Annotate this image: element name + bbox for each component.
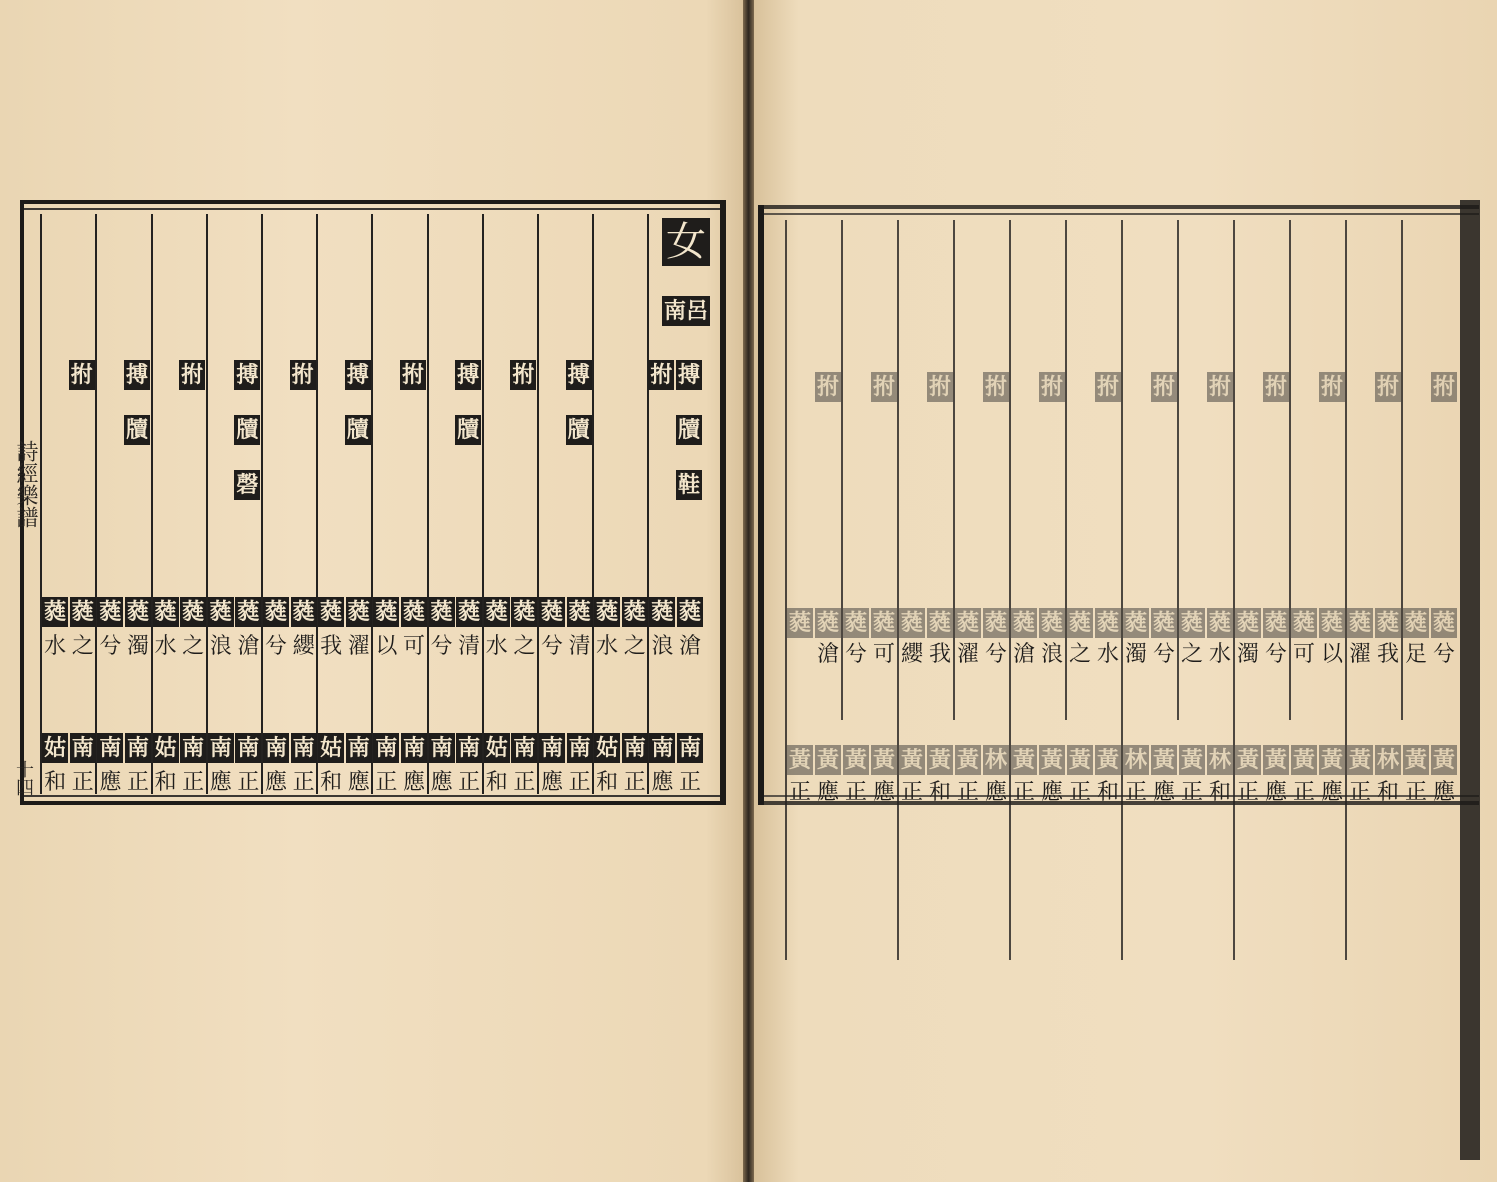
- lyric-char: 和: [596, 770, 619, 795]
- lyric-char: 正: [126, 770, 149, 795]
- pitch-mark: 蕤: [430, 599, 453, 625]
- pitch-mark: 姑: [596, 735, 619, 761]
- pitch-mark: 黃: [1152, 747, 1175, 773]
- pitch-mark: 蕤: [596, 599, 619, 625]
- percussion-mark: 拊: [181, 362, 204, 388]
- pitch-mark: 蕤: [956, 610, 979, 636]
- pitch-mark: 南: [264, 735, 287, 761]
- lyric-char: 正: [1180, 780, 1203, 805]
- pitch-mark: 蕤: [928, 610, 951, 636]
- pitch-mark: 蕤: [182, 599, 205, 625]
- pitch-mark: 蕤: [900, 610, 923, 636]
- pitch-mark: 蕤: [1208, 610, 1231, 636]
- book-gutter: [743, 0, 754, 1182]
- pitch-mark: 黃: [816, 747, 839, 773]
- column-rule: [1121, 220, 1123, 960]
- lyric-char: 應: [402, 770, 425, 795]
- lyric-char: 正: [678, 770, 701, 795]
- lyric-char: 應: [1152, 780, 1175, 805]
- pitch-mark: 蕤: [44, 599, 67, 625]
- right-page-right-edge: [1460, 200, 1480, 1160]
- percussion-mark: 牘: [236, 417, 259, 443]
- pitch-mark: 林: [1376, 747, 1399, 773]
- lyric-char: 正: [375, 770, 398, 795]
- lyric-char: 和: [320, 770, 343, 795]
- pitch-mark: 南: [237, 735, 260, 761]
- column-rule: [1009, 220, 1011, 960]
- lyric-char: 濯: [1348, 642, 1371, 667]
- column-rule: [1345, 220, 1347, 960]
- frame-top-rule: [764, 205, 1479, 209]
- percussion-mark: 拊: [1320, 374, 1343, 400]
- lyric-char: 正: [1012, 780, 1035, 805]
- pitch-mark: 蕤: [292, 599, 315, 625]
- lyric-char: 濁: [1124, 642, 1147, 667]
- lyric-char: 纓: [900, 642, 923, 667]
- percussion-mark: 拊: [512, 362, 535, 388]
- lyric-char: 正: [237, 770, 260, 795]
- pitch-mark: 蕤: [513, 599, 536, 625]
- right-page: [754, 0, 1497, 1182]
- spine-text: 詩經樂譜: [13, 440, 38, 528]
- lyric-char: 水: [1208, 642, 1231, 667]
- lyric-char: 正: [1124, 780, 1147, 805]
- lyric-char: 兮: [1152, 642, 1175, 667]
- pitch-mark: 南: [71, 735, 94, 761]
- pitch-mark: 蕤: [126, 599, 149, 625]
- column-rule: [647, 214, 649, 794]
- percussion-mark: 拊: [928, 374, 951, 400]
- pitch-mark: 南: [513, 735, 536, 761]
- column-rule: [95, 214, 97, 794]
- percussion-mark: 牘: [457, 417, 480, 443]
- lyric-char: 我: [320, 634, 343, 659]
- lyric-char: 應: [1040, 780, 1063, 805]
- lyric-char: 浪: [651, 634, 674, 659]
- lyric-char: 可: [1292, 642, 1315, 667]
- pitch-mark: 蕤: [209, 599, 232, 625]
- pitch-mark: 黃: [900, 747, 923, 773]
- lyric-char: 正: [1292, 780, 1315, 805]
- pitch-mark: 南: [678, 735, 701, 761]
- column-rule: [151, 214, 153, 794]
- frame-top-rule-inner: [20, 208, 725, 210]
- pitch-mark: 蕤: [1404, 610, 1427, 636]
- lyric-char: 正: [900, 780, 923, 805]
- percussion-mark: 牘: [677, 417, 700, 443]
- lyric-char: 以: [1320, 642, 1343, 667]
- column-rule: [897, 220, 899, 960]
- percussion-mark: 拊: [1152, 374, 1175, 400]
- pitch-mark: 蕤: [1040, 610, 1063, 636]
- percussion-mark: 牘: [125, 417, 148, 443]
- pitch-mark: 黃: [1432, 747, 1455, 773]
- lyric-char: 濁: [126, 634, 149, 659]
- lyric-char: 應: [99, 770, 122, 795]
- column-rule: [592, 214, 594, 794]
- lyric-char: 浪: [1040, 642, 1063, 667]
- column-rule: [427, 214, 429, 794]
- pitch-mark: 林: [984, 747, 1007, 773]
- lyric-char: 兮: [1432, 642, 1455, 667]
- percussion-mark: 搏: [346, 362, 369, 388]
- pitch-mark: 黃: [844, 747, 867, 773]
- pitch-mark: 南: [540, 735, 563, 761]
- pitch-mark: 蕤: [1236, 610, 1259, 636]
- pitch-mark: 林: [1208, 747, 1231, 773]
- pitch-mark: 南: [292, 735, 315, 761]
- pitch-mark: 黃: [1404, 747, 1427, 773]
- lyric-char: 應: [1432, 780, 1455, 805]
- pitch-mark: 蕤: [1320, 610, 1343, 636]
- pitch-mark: 蕤: [540, 599, 563, 625]
- lyric-char: 兮: [99, 634, 122, 659]
- pitch-mark: 蕤: [1348, 610, 1371, 636]
- pitch-mark: 蕤: [651, 599, 674, 625]
- lyric-char: 以: [375, 634, 398, 659]
- percussion-mark: 搏: [677, 362, 700, 388]
- lyric-char: 之: [623, 634, 646, 659]
- percussion-mark: 拊: [1432, 374, 1455, 400]
- percussion-mark: 拊: [70, 362, 93, 388]
- pitch-mark: 南: [623, 735, 646, 761]
- pitch-mark: 蕤: [71, 599, 94, 625]
- pitch-mark: 南: [182, 735, 205, 761]
- lyric-char: 可: [872, 642, 895, 667]
- lyric-char: 正: [513, 770, 536, 795]
- lyric-char: 正: [1236, 780, 1259, 805]
- lyric-char: 我: [1376, 642, 1399, 667]
- lyric-char: 正: [568, 770, 591, 795]
- percussion-mark: 拊: [1040, 374, 1063, 400]
- pitch-mark: 姑: [485, 735, 508, 761]
- lyric-char: 正: [956, 780, 979, 805]
- column-rule: [371, 214, 373, 794]
- percussion-mark: 拊: [1208, 374, 1231, 400]
- percussion-mark: 牘: [567, 417, 590, 443]
- pitch-mark: 蕤: [1124, 610, 1147, 636]
- lyric-char: 正: [1068, 780, 1091, 805]
- lyric-char: 可: [402, 634, 425, 659]
- frame-top-rule: [20, 200, 725, 204]
- pitch-mark: 蕤: [99, 599, 122, 625]
- pitch-mark: 蕤: [264, 599, 287, 625]
- lyric-char: 浪: [209, 634, 232, 659]
- lyric-char: 應: [984, 780, 1007, 805]
- lyric-char: 滄: [678, 634, 701, 659]
- lyric-char: 水: [44, 634, 67, 659]
- pitch-mark: 黃: [872, 747, 895, 773]
- lyric-char: 之: [71, 634, 94, 659]
- pitch-mark: 黃: [1264, 747, 1287, 773]
- lyric-char: 應: [1320, 780, 1343, 805]
- lyric-char: 應: [872, 780, 895, 805]
- pitch-mark: 南: [375, 735, 398, 761]
- title-char: 女: [662, 218, 710, 266]
- lyric-char: 應: [209, 770, 232, 795]
- pitch-mark: 蕤: [1432, 610, 1455, 636]
- pitch-mark: 蕤: [1012, 610, 1035, 636]
- percussion-mark: 拊: [816, 374, 839, 400]
- page-number: 十四: [13, 760, 34, 796]
- pitch-mark: 南: [651, 735, 674, 761]
- lyric-char: 應: [540, 770, 563, 795]
- pitch-mark: 黃: [1236, 747, 1259, 773]
- left-page: [0, 0, 743, 1182]
- pitch-mark: 黃: [788, 747, 811, 773]
- lyric-char: 我: [928, 642, 951, 667]
- frame-top-rule-inner: [764, 213, 1479, 215]
- lyric-char: 濁: [1236, 642, 1259, 667]
- pitch-mark: 蕤: [1264, 610, 1287, 636]
- pitch-mark: 蕤: [872, 610, 895, 636]
- pitch-mark: 蕤: [154, 599, 177, 625]
- percussion-mark: 拊: [650, 362, 673, 388]
- lyric-char: 應: [1264, 780, 1287, 805]
- percussion-mark: 拊: [291, 362, 314, 388]
- mode-label: 南呂: [663, 298, 708, 324]
- lyric-char: 兮: [1264, 642, 1287, 667]
- lyric-char: 應: [430, 770, 453, 795]
- pitch-mark: 黃: [1012, 747, 1035, 773]
- pitch-mark: 蕤: [1068, 610, 1091, 636]
- pitch-mark: 黃: [928, 747, 951, 773]
- pitch-mark: 黃: [956, 747, 979, 773]
- lyric-char: 正: [623, 770, 646, 795]
- lyric-char: 水: [154, 634, 177, 659]
- lyric-char: 水: [1096, 642, 1119, 667]
- lyric-char: 濯: [347, 634, 370, 659]
- pitch-mark: 蕤: [816, 610, 839, 636]
- pitch-mark: 蕤: [402, 599, 425, 625]
- pitch-mark: 蕤: [485, 599, 508, 625]
- percussion-mark: 磬: [236, 472, 259, 498]
- percussion-mark: 拊: [1376, 374, 1399, 400]
- pitch-mark: 蕤: [1292, 610, 1315, 636]
- lyric-char: 正: [788, 780, 811, 805]
- pitch-mark: 黃: [1292, 747, 1315, 773]
- lyric-char: 兮: [430, 634, 453, 659]
- pitch-mark: 南: [402, 735, 425, 761]
- lyric-char: 正: [1348, 780, 1371, 805]
- pitch-mark: 南: [347, 735, 370, 761]
- pitch-mark: 南: [568, 735, 591, 761]
- pitch-mark: 蕤: [788, 610, 811, 636]
- pitch-mark: 南: [126, 735, 149, 761]
- pitch-mark: 蕤: [375, 599, 398, 625]
- lyric-char: 應: [264, 770, 287, 795]
- pitch-mark: 黃: [1180, 747, 1203, 773]
- lyric-char: 正: [844, 780, 867, 805]
- pitch-mark: 蕤: [458, 599, 481, 625]
- pitch-mark: 蕤: [678, 599, 701, 625]
- percussion-mark: 牘: [346, 417, 369, 443]
- pitch-mark: 南: [99, 735, 122, 761]
- column-rule: [1233, 220, 1235, 960]
- frame-bottom-rule: [20, 801, 725, 805]
- column-rule: [537, 214, 539, 794]
- pitch-mark: 蕤: [237, 599, 260, 625]
- pitch-mark: 南: [430, 735, 453, 761]
- lyric-char: 兮: [844, 642, 867, 667]
- pitch-mark: 姑: [320, 735, 343, 761]
- pitch-mark: 黃: [1040, 747, 1063, 773]
- lyric-char: 清: [458, 634, 481, 659]
- lyric-char: 和: [44, 770, 67, 795]
- percussion-mark: 搏: [125, 362, 148, 388]
- pitch-mark: 林: [1124, 747, 1147, 773]
- percussion-mark: 拊: [1096, 374, 1119, 400]
- pitch-mark: 黃: [1068, 747, 1091, 773]
- column-rule: [785, 220, 787, 960]
- lyric-char: 纓: [292, 634, 315, 659]
- pitch-mark: 蕤: [1180, 610, 1203, 636]
- lyric-char: 之: [513, 634, 536, 659]
- column-rule: [206, 214, 208, 794]
- lyric-char: 兮: [984, 642, 1007, 667]
- lyric-char: 水: [596, 634, 619, 659]
- percussion-mark: 拊: [1264, 374, 1287, 400]
- percussion-mark: 拊: [401, 362, 424, 388]
- pitch-mark: 黃: [1348, 747, 1371, 773]
- column-rule: [261, 214, 263, 794]
- pitch-mark: 蕤: [1376, 610, 1399, 636]
- lyric-char: 之: [1180, 642, 1203, 667]
- lyric-char: 滄: [816, 642, 839, 667]
- pitch-mark: 姑: [44, 735, 67, 761]
- pitch-mark: 南: [458, 735, 481, 761]
- lyric-char: 濯: [956, 642, 979, 667]
- lyric-char: 正: [292, 770, 315, 795]
- lyric-char: 足: [1404, 642, 1427, 667]
- lyric-char: 之: [1068, 642, 1091, 667]
- lyric-char: 應: [347, 770, 370, 795]
- lyric-char: 和: [928, 780, 951, 805]
- lyric-char: 正: [71, 770, 94, 795]
- lyric-char: 水: [485, 634, 508, 659]
- percussion-mark: 搏: [567, 362, 590, 388]
- lyric-char: 和: [485, 770, 508, 795]
- column-rule: [482, 214, 484, 794]
- pitch-mark: 黃: [1096, 747, 1119, 773]
- lyric-char: 應: [651, 770, 674, 795]
- percussion-mark: 鞋: [677, 472, 700, 498]
- lyric-char: 和: [1096, 780, 1119, 805]
- pitch-mark: 蕤: [984, 610, 1007, 636]
- right-page-left-edge: [758, 205, 764, 805]
- lyric-char: 正: [458, 770, 481, 795]
- lyric-char: 和: [1208, 780, 1231, 805]
- column-rule: [316, 214, 318, 794]
- lyric-char: 兮: [540, 634, 563, 659]
- pitch-mark: 南: [209, 735, 232, 761]
- pitch-mark: 蕤: [844, 610, 867, 636]
- lyric-char: 滄: [1012, 642, 1035, 667]
- lyric-char: 正: [1404, 780, 1427, 805]
- pitch-mark: 蕤: [623, 599, 646, 625]
- pitch-mark: 蕤: [320, 599, 343, 625]
- lyric-char: 應: [816, 780, 839, 805]
- pitch-mark: 蕤: [1152, 610, 1175, 636]
- right-frame-edge: [720, 200, 726, 805]
- pitch-mark: 蕤: [1096, 610, 1119, 636]
- lyric-char: 滄: [237, 634, 260, 659]
- lyric-char: 之: [182, 634, 205, 659]
- pitch-mark: 蕤: [568, 599, 591, 625]
- lyric-char: 兮: [264, 634, 287, 659]
- percussion-mark: 拊: [872, 374, 895, 400]
- pitch-mark: 黃: [1320, 747, 1343, 773]
- pitch-mark: 姑: [154, 735, 177, 761]
- percussion-mark: 搏: [236, 362, 259, 388]
- percussion-mark: 拊: [984, 374, 1007, 400]
- pitch-mark: 蕤: [347, 599, 370, 625]
- lyric-char: 清: [568, 634, 591, 659]
- lyric-char: 正: [182, 770, 205, 795]
- lyric-char: 和: [154, 770, 177, 795]
- percussion-mark: 搏: [457, 362, 480, 388]
- lyric-char: 和: [1376, 780, 1399, 805]
